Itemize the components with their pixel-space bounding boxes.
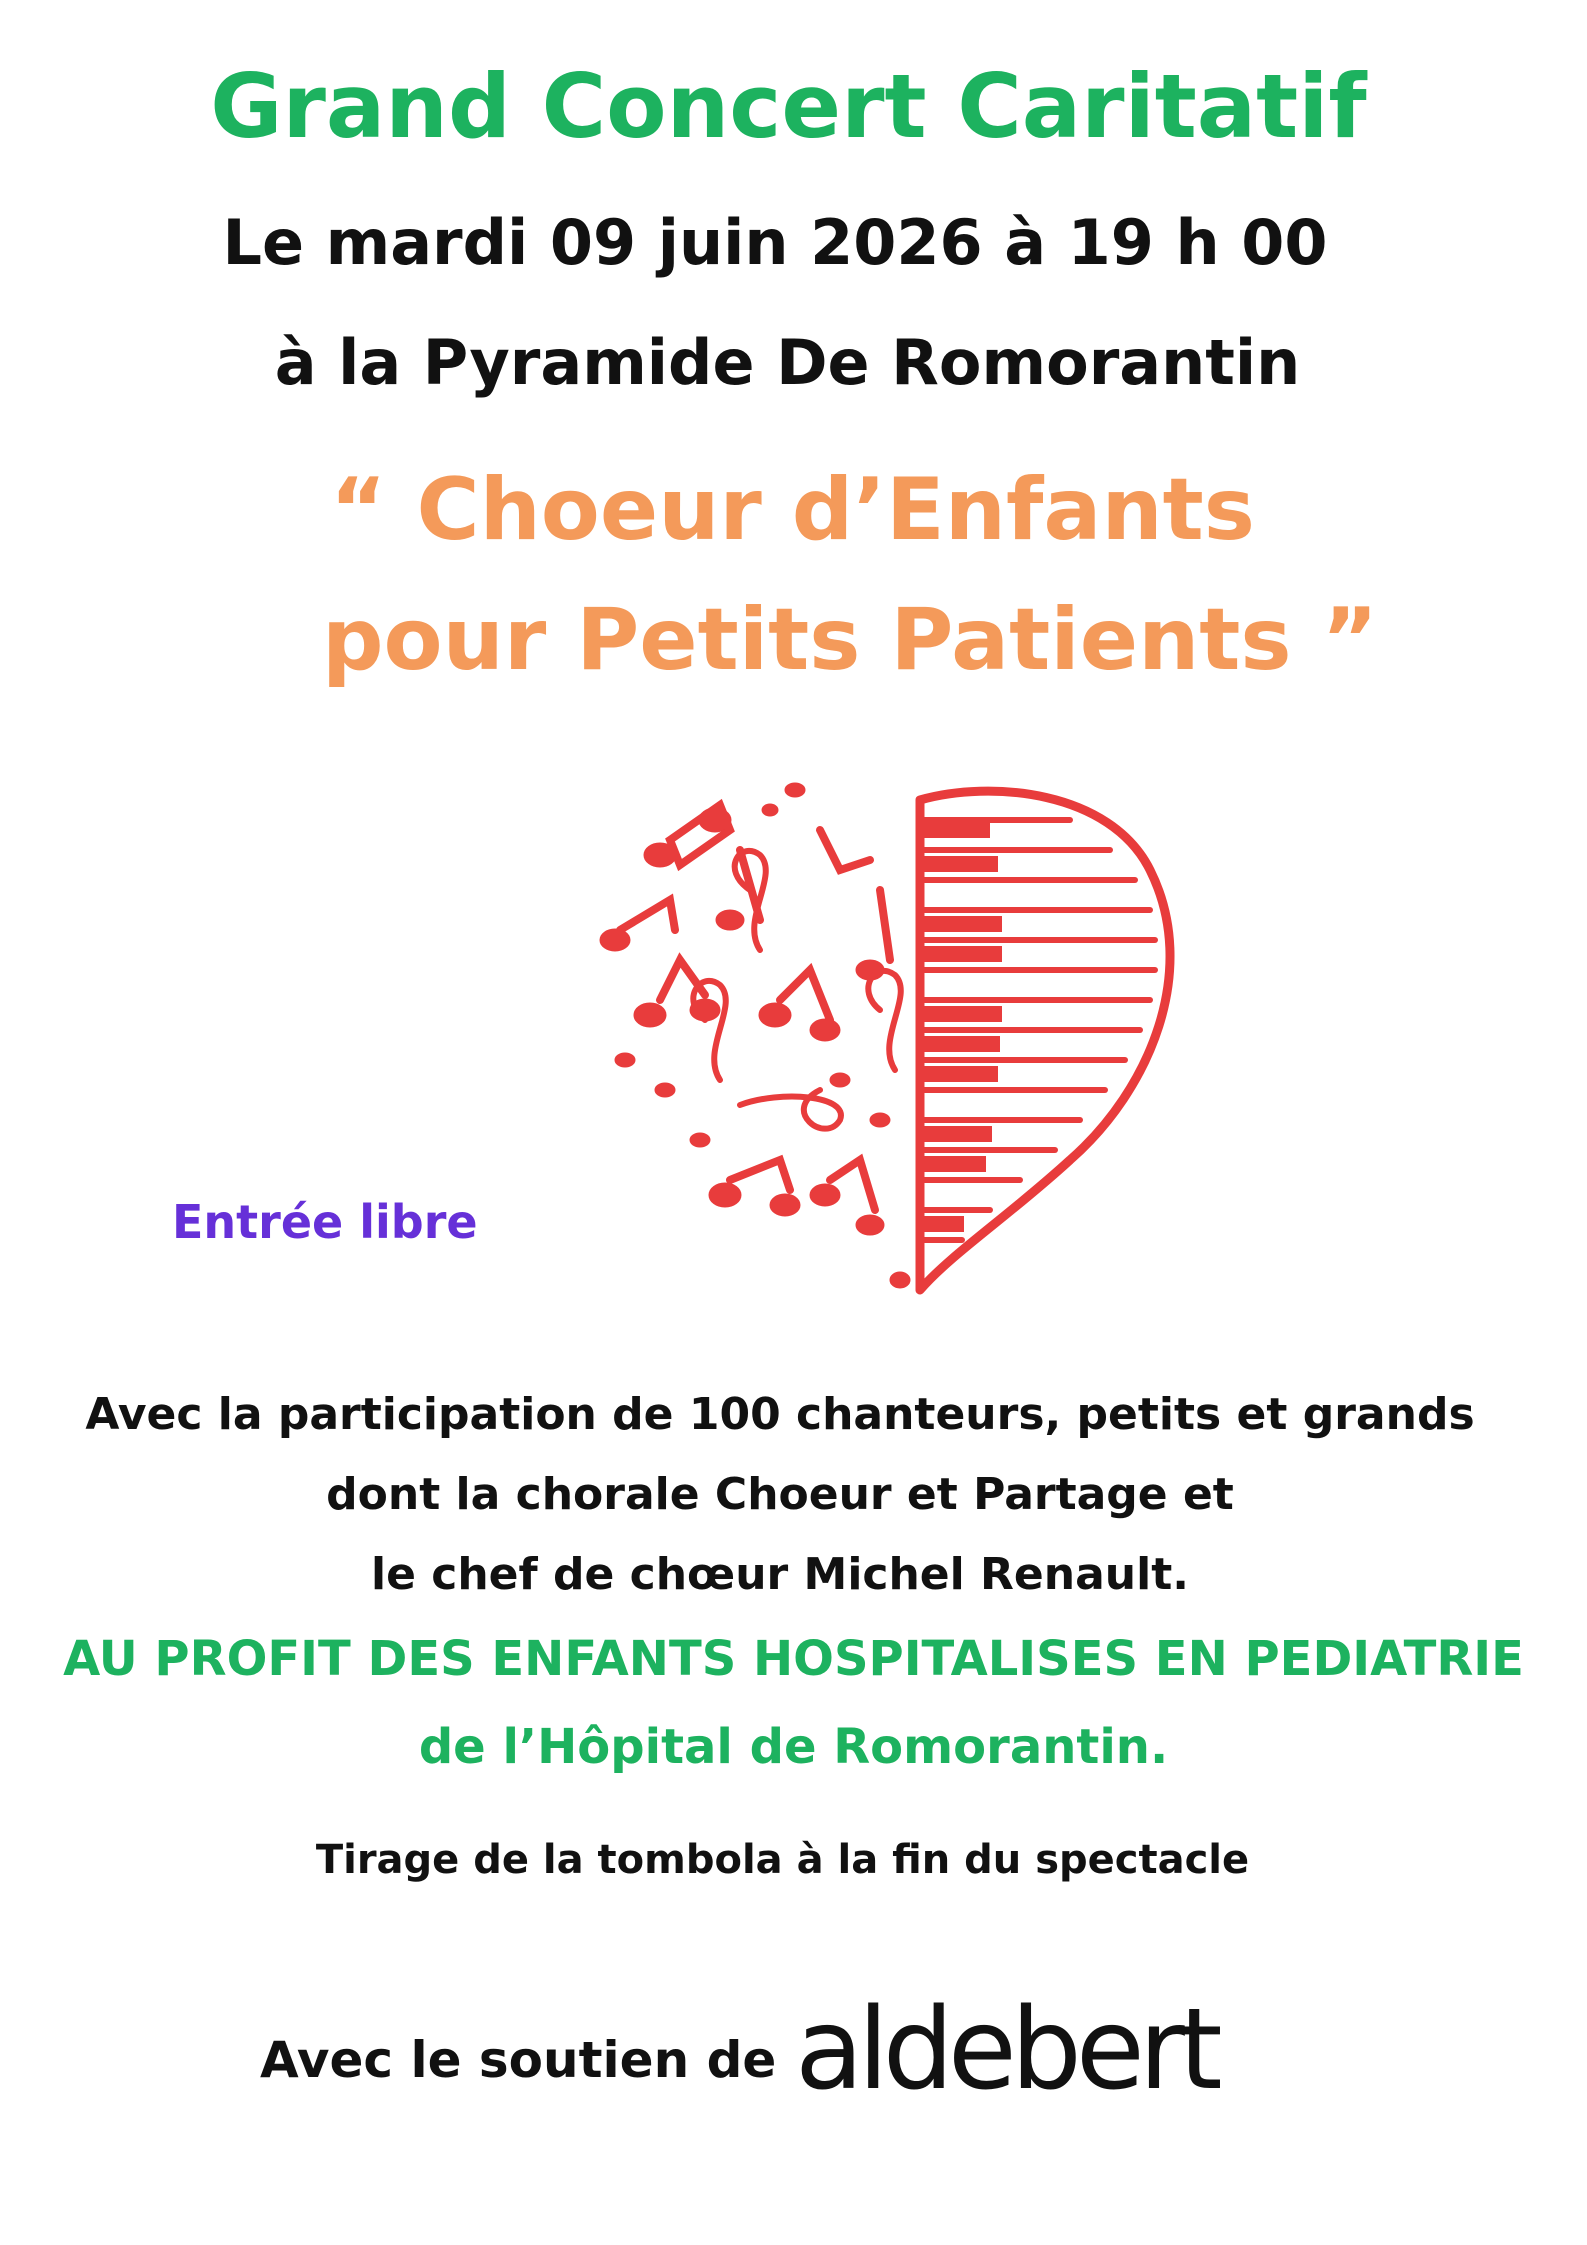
poster-title: Grand Concert Caritatif: [210, 55, 1367, 158]
description-line: dont la chorale Choeur et Partage et: [326, 1469, 1234, 1520]
raffle-note: Tirage de la tombola à la fin du spectacle: [315, 1837, 1250, 1883]
heart-music-piano-icon: [590, 760, 1240, 1320]
entry-free-label: Entrée libre: [172, 1195, 478, 1249]
beneficiary-line: AU PROFIT DES ENFANTS HOSPITALISES EN PEDIATRIE: [63, 1631, 1524, 1687]
support-label: Avec le soutien de: [260, 2031, 777, 2089]
event-venue: à la Pyramide De Romorantin: [274, 326, 1301, 399]
beneficiary-text: [0, 1615, 1587, 1791]
event-date: Le mardi 09 juin 2026 à 19 h 00: [222, 206, 1328, 279]
beneficiary-line: de l’Hôpital de Romorantin.: [418, 1719, 1169, 1775]
description-line: Avec la participation de 100 chanteurs, petits et grands: [85, 1389, 1475, 1440]
concert-subtitle-line-2: pour Petits Patients ”: [322, 590, 1379, 690]
description-line: le chef de chœur Michel Renault.: [371, 1549, 1189, 1600]
concert-subtitle-line-1: “ Choeur d’Enfants: [330, 460, 1255, 560]
participation-description: [0, 1375, 1560, 1615]
aldebert-logo: aldebert: [795, 1985, 1217, 2115]
